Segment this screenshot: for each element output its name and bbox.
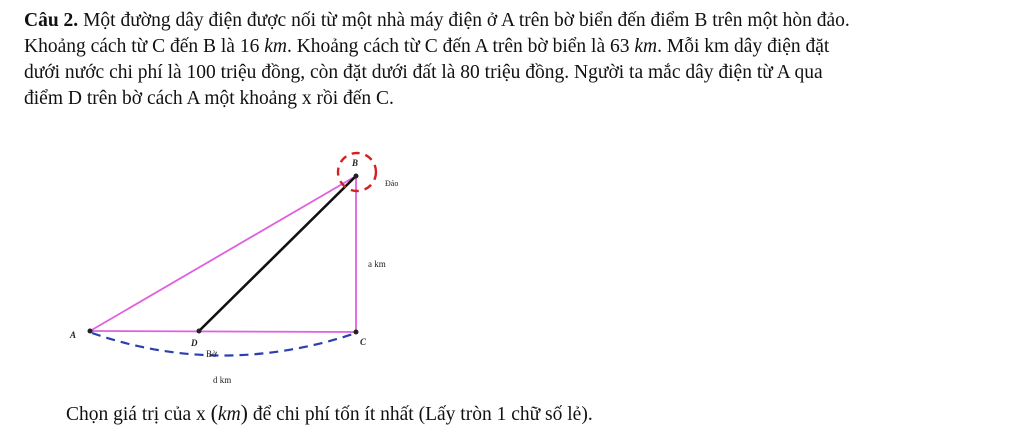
problem-line-4: điểm D trên bờ cách A một khoảng x rồi đến C. <box>24 88 394 109</box>
cb-distance-value: 16 <box>239 36 260 57</box>
label-distance: d km <box>213 375 232 385</box>
point-C <box>354 330 359 335</box>
cb-distance-unit: km <box>264 36 287 57</box>
paren-close: ) <box>240 400 248 425</box>
problem-line-2-text-c: . Mỗi km dây điện đặt <box>657 36 830 57</box>
question-unit: km <box>217 404 241 425</box>
label-shore: Bờ <box>206 349 217 359</box>
label-C: C <box>360 337 367 347</box>
question-number: Câu 2. <box>24 10 79 31</box>
question-text-a: Chọn giá trị của x <box>66 404 211 425</box>
problem-line-2-text-a: Khoảng cách từ C đến B là <box>24 36 240 57</box>
question-prompt <box>66 400 593 428</box>
label-A: A <box>70 330 77 340</box>
paren-open: ( <box>210 400 218 425</box>
question-text-b: để chi phí tốn ít nhất (Lấy tròn 1 chữ số lẻ). <box>248 404 593 425</box>
label-height: a km <box>368 259 386 269</box>
problem-line-1-text: Một đường dây điện được nối từ một nhà máy điện ở A trên bờ biển đến điểm B trên một hòn đảo. <box>78 10 850 31</box>
point-D <box>197 329 202 334</box>
label-B: B <box>352 158 359 168</box>
problem-line-2-text-b: . Khoảng cách từ C đến A trên bờ biển là <box>286 36 610 57</box>
ca-distance-value: 63 <box>610 36 630 57</box>
point-A <box>88 329 93 334</box>
point-B <box>354 174 359 179</box>
label-D: D <box>191 338 198 348</box>
line-AC <box>90 331 356 332</box>
shoreline-arc <box>92 333 356 356</box>
ca-distance-unit: km <box>634 36 658 57</box>
label-island: Đảo <box>385 179 399 188</box>
problem-line-3: dưới nước chi phí là 100 triệu đồng, còn đặt dưới đất là 80 triệu đồng. Người ta mắc dây điện từ A qua <box>24 62 823 83</box>
